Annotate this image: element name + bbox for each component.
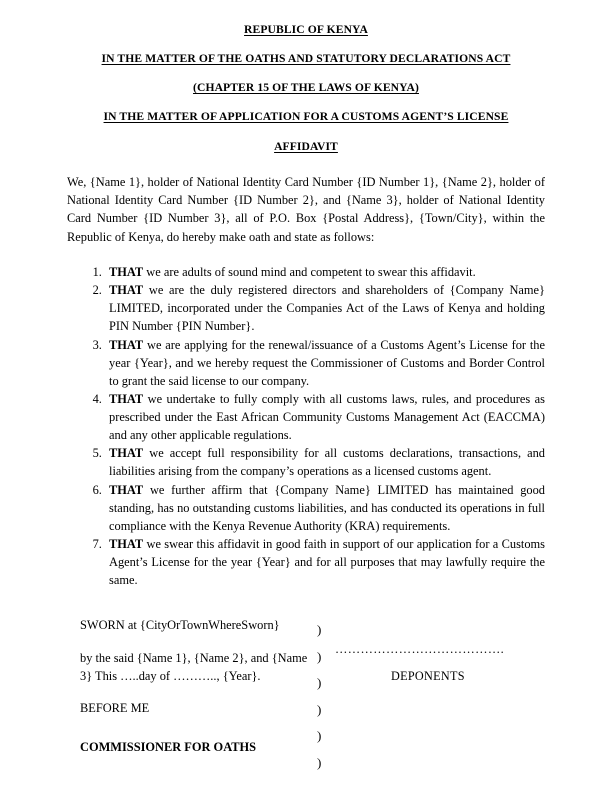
clause-lead-that: THAT bbox=[109, 392, 144, 407]
heading-affidavit bbox=[67, 139, 545, 155]
clause-item bbox=[105, 391, 545, 445]
clause-item bbox=[105, 337, 545, 391]
heading-customs-agent-license bbox=[67, 109, 545, 125]
jurat-parenthesis: ) bbox=[317, 648, 322, 664]
clause-text: we further affirm that {Company Name} LIMITED has maintained good standing, has no outstanding customs liabilities, and has conducted its operations in full compliance with the Kenya Revenue Authority (KRA) requirements. bbox=[109, 482, 545, 533]
deponents-label: DEPONENTS bbox=[391, 669, 465, 683]
clause-item bbox=[105, 282, 545, 336]
heading-chapter-15 bbox=[67, 80, 545, 96]
heading-text: IN THE MATTER OF APPLICATION FOR A CUSTOMS AGENT’S LICENSE bbox=[103, 110, 509, 124]
commissioner-for-oaths-label: COMMISSIONER FOR OATHS bbox=[80, 739, 257, 754]
heading-text: REPUBLIC OF KENYA bbox=[244, 23, 368, 36]
heading-text: AFFIDAVIT bbox=[274, 139, 338, 153]
clause-text: we undertake to fully comply with all customs laws, rules, and procedures as prescribed under the East African Community Customs Management Act (EACCMA) and any other applicable regulations. bbox=[109, 392, 545, 442]
clause-text: we swear this affidavit in good faith in support of our application for a Customs Agent’s License for the year {Year} and for all purposes that may lawfully require the same. bbox=[109, 537, 545, 588]
clause-text: we accept full responsibility for all customs declarations, transactions, and liabilities arising from the company’s operations as a licensed customs agent. bbox=[109, 446, 545, 479]
jurat-parenthesis: ) bbox=[317, 622, 322, 638]
clause-lead-that: THAT bbox=[109, 537, 144, 552]
clause-lead-that: THAT bbox=[109, 283, 144, 298]
clause-lead-that: THAT bbox=[109, 264, 144, 279]
heading-text: IN THE MATTER OF THE OATHS AND STATUTORY DECLARATIONS ACT bbox=[101, 52, 511, 66]
clause-item bbox=[105, 445, 545, 481]
by-the-said-line: by the said {Name 1}, {Name 2}, and {Name 3} This …..day of ……….., {Year}. bbox=[80, 650, 308, 683]
jurat-parenthesis: ) bbox=[317, 728, 322, 744]
heading-text: (CHAPTER 15 OF THE LAWS OF KENYA) bbox=[193, 81, 419, 95]
document-content bbox=[67, 20, 545, 777]
sworn-at-line: SWORN at {CityOrTownWhereSworn} bbox=[80, 618, 280, 633]
jurat-parenthesis-column bbox=[317, 617, 331, 776]
affidavit-clause-list bbox=[67, 264, 545, 591]
deponents-signature-area bbox=[335, 643, 535, 685]
clause-lead-that: THAT bbox=[109, 482, 144, 497]
clause-item bbox=[105, 482, 545, 536]
clause-lead-that: THAT bbox=[109, 337, 144, 352]
before-me-label: BEFORE ME bbox=[80, 700, 150, 715]
deponents-signature-line: …………………………………. bbox=[335, 642, 505, 657]
jurat-parenthesis: ) bbox=[317, 675, 322, 691]
jurat-left-column bbox=[80, 617, 312, 771]
heading-republic-of-kenya bbox=[67, 22, 545, 38]
jurat-parenthesis: ) bbox=[317, 701, 322, 717]
jurat-parenthesis: ) bbox=[317, 754, 322, 770]
clause-text: we are adults of sound mind and competent to swear this affidavit. bbox=[143, 264, 476, 279]
clause-item bbox=[105, 536, 545, 590]
clause-item bbox=[105, 264, 545, 282]
clause-lead-that: THAT bbox=[109, 446, 144, 461]
intro-paragraph: We, {Name 1}, holder of National Identity Card Number {ID Number 1}, {Name 2}, holder of National Identity Card Number {ID Number 2}, and {Name 3}, holder of National Identity Card Number {ID Number 3}, all of P.O. Box {Postal Address}, {Town/City}, within the Republic of Kenya, do hereby make oath and state as follows: bbox=[67, 175, 545, 244]
heading-oaths-act bbox=[67, 51, 545, 67]
clause-text: we are the duly registered directors and shareholders of {Company Name} LIMITED, incorporated under the Companies Act of the Laws of Kenya and holding PIN Number {PIN Number}. bbox=[109, 283, 545, 334]
jurat-block bbox=[67, 617, 545, 777]
clause-text: we are applying for the renewal/issuance of a Customs Agent’s License for the year {Year}, and we hereby request the Commissioner of Customs and Border Control to grant the said license to our company. bbox=[109, 337, 545, 388]
